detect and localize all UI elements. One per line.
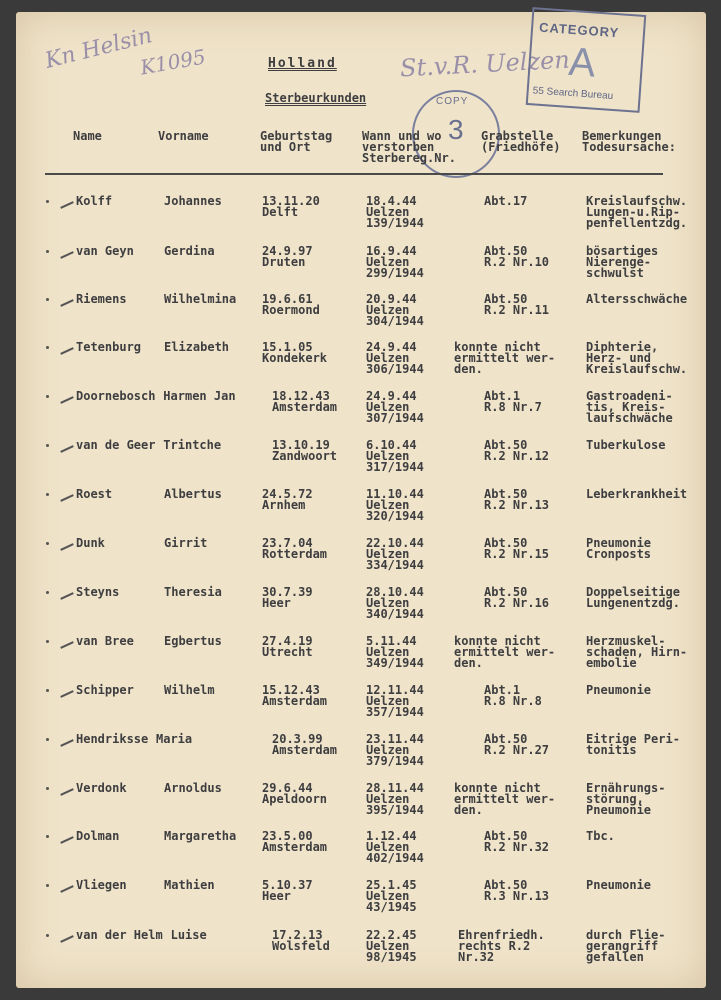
record-cause: Tuberkulose xyxy=(586,438,666,452)
record-birth: 23.7.04 Rotterdam xyxy=(262,536,328,561)
record-name: Dunk xyxy=(76,536,105,550)
record-cause: Gastroadeni- tis, Kreis- laufschwäche xyxy=(586,389,673,425)
tick-mark xyxy=(46,542,49,545)
record-vorname: Theresia xyxy=(164,585,222,599)
record-vorname: Wilhelmina xyxy=(164,292,237,306)
record-vorname: Girrit xyxy=(164,536,208,550)
tick-mark xyxy=(46,884,49,887)
record-vorname: Mathien xyxy=(164,878,215,892)
record-vorname: Maria xyxy=(156,732,193,746)
col-header-bemerk: Bemerkungen Todesursache: xyxy=(582,129,676,154)
record-name: van Geyn xyxy=(76,244,134,258)
record-grave: konnte nicht ermittelt wer- den. xyxy=(454,781,556,817)
record-grave: konnte nicht ermittelt wer- den. xyxy=(454,340,556,376)
record-birth: 23.5.00 Amsterdam xyxy=(262,829,328,854)
record-name: van Bree xyxy=(76,634,134,648)
record-grave: Abt.17 xyxy=(484,194,528,208)
record-vorname: Margaretha xyxy=(164,829,237,843)
pencil-note-center: St.v.R. Uelzen xyxy=(399,45,571,83)
tick-mark xyxy=(46,591,49,594)
record-vorname: Elizabeth xyxy=(164,340,230,354)
record-grave: konnte nicht ermittelt wer- den. xyxy=(454,634,556,670)
record-grave: Abt.50 R.2 Nr.27 xyxy=(484,732,550,757)
tick-mark xyxy=(46,200,49,203)
record-name: Roest xyxy=(76,487,113,501)
record-death: 1.12.44 Uelzen 402/1944 xyxy=(366,829,424,865)
record-death: 22.2.45 Uelzen 98/1945 xyxy=(366,928,417,964)
record-name: Steyns xyxy=(76,585,120,599)
record-death: 12.11.44 Uelzen 357/1944 xyxy=(366,683,424,719)
record-cause: bösartiges Nierenge- schwulst xyxy=(586,244,659,280)
record-death: 5.11.44 Uelzen 349/1944 xyxy=(366,634,424,670)
tick-mark xyxy=(46,346,49,349)
record-birth: 19.6.61 Roermond xyxy=(262,292,320,317)
record-death: 18.4.44 Uelzen 139/1944 xyxy=(366,194,424,230)
record-name: Doornebosch xyxy=(76,389,156,403)
record-vorname: Luise xyxy=(170,928,207,942)
category-stamp-sub: 55 Search Bureau xyxy=(532,85,614,102)
tick-mark xyxy=(46,395,49,398)
tick-mark xyxy=(46,689,49,692)
record-birth: 15.12.43 Amsterdam xyxy=(262,683,328,708)
tick-mark xyxy=(46,738,49,741)
record-birth: 18.12.43 Amsterdam xyxy=(272,389,338,414)
tick-mark xyxy=(46,787,49,790)
tick-mark xyxy=(46,493,49,496)
record-death: 11.10.44 Uelzen 320/1944 xyxy=(366,487,424,523)
record-grave: Abt.1 R.8 Nr.7 xyxy=(484,389,542,414)
record-cause: Eitrige Peri- tonitis xyxy=(586,732,680,757)
record-birth: 30.7.39 Heer xyxy=(262,585,313,610)
record-name: Schipper xyxy=(76,683,134,697)
record-death: 22.10.44 Uelzen 334/1944 xyxy=(366,536,424,572)
record-death: 20.9.44 Uelzen 304/1944 xyxy=(366,292,424,328)
record-grave: Abt.1 R.8 Nr.8 xyxy=(484,683,542,708)
record-vorname: Egbertus xyxy=(164,634,222,648)
record-vorname: Trintche xyxy=(163,438,222,452)
tick-mark xyxy=(46,640,49,643)
record-birth: 13.10.19 Zandwoort xyxy=(272,438,338,463)
category-letter: A xyxy=(567,39,597,86)
record-cause: Herzmuskel- schaden, Hirn- embolie xyxy=(586,634,688,670)
record-name: Tetenburg xyxy=(76,340,142,354)
record-grave: Abt.50 R.2 Nr.16 xyxy=(484,585,550,610)
record-cause: Pneumonie Cronposts xyxy=(586,536,652,561)
record-death: 24.9.44 Uelzen 307/1944 xyxy=(366,389,424,425)
pencil-note-number: K1095 xyxy=(138,44,208,80)
record-birth: 27.4.19 Utrecht xyxy=(262,634,313,659)
record-vorname: Gerdina xyxy=(164,244,215,258)
record-name: Hendriksse xyxy=(76,732,149,746)
record-vorname: Harmen Jan xyxy=(163,389,236,403)
tick-mark xyxy=(46,934,49,937)
record-name: van de Geer xyxy=(76,438,156,452)
tick-mark xyxy=(46,835,49,838)
col-header-geburt: Geburtstag und Ort xyxy=(260,129,333,154)
record-death: 28.10.44 Uelzen 340/1944 xyxy=(366,585,424,621)
col-header-grab: Grabstelle (Friedhöfe) xyxy=(481,129,561,154)
record-cause: Tbc. xyxy=(586,829,615,843)
record-grave: Ehrenfriedh. rechts R.2 Nr.32 xyxy=(458,928,545,964)
record-cause: Leberkrankheit xyxy=(586,487,688,501)
header-rule xyxy=(45,173,663,175)
record-name: Verdonk xyxy=(76,781,127,795)
record-name: van der Helm xyxy=(76,928,163,942)
category-stamp xyxy=(526,7,647,113)
tick-mark xyxy=(46,250,49,253)
record-cause: Pneumonie xyxy=(586,878,652,892)
page-subtitle: Sterbeurkunden xyxy=(265,91,367,105)
record-cause: Pneumonie xyxy=(586,683,652,697)
record-name: Vliegen xyxy=(76,878,127,892)
record-name: Kolff xyxy=(76,194,113,208)
tick-mark xyxy=(46,444,49,447)
record-birth: 29.6.44 Apeldoorn xyxy=(262,781,328,806)
record-grave: Abt.50 R.2 Nr.11 xyxy=(484,292,550,317)
record-birth: 13.11.20 Delft xyxy=(262,194,320,219)
record-grave: Abt.50 R.2 Nr.13 xyxy=(484,487,550,512)
record-death: 25.1.45 Uelzen 43/1945 xyxy=(366,878,417,914)
record-birth: 5.10.37 Heer xyxy=(262,878,313,903)
record-birth: 24.5.72 Arnhem xyxy=(262,487,313,512)
category-stamp-label: CATEGORY xyxy=(538,19,620,41)
pencil-note-left: Kn Helsin xyxy=(42,23,155,74)
record-death: 28.11.44 Uelzen 395/1944 xyxy=(366,781,424,817)
record-cause: Altersschwäche xyxy=(586,292,688,306)
col-header-name: Name xyxy=(73,129,102,143)
record-birth: 20.3.99 Amsterdam xyxy=(272,732,338,757)
record-vorname: Wilhelm xyxy=(164,683,215,697)
record-grave: Abt.50 R.2 Nr.15 xyxy=(484,536,550,561)
record-death: 23.11.44 Uelzen 379/1944 xyxy=(366,732,424,768)
col-header-wann: Wann und wo verstorben Sterbereg.Nr. xyxy=(362,129,456,165)
record-grave: Abt.50 R.2 Nr.10 xyxy=(484,244,550,269)
record-grave: Abt.50 R.3 Nr.13 xyxy=(484,878,550,903)
record-name: Riemens xyxy=(76,292,127,306)
copy-stamp-label: COPY xyxy=(436,96,469,107)
record-name: Dolman xyxy=(76,829,120,843)
record-death: 16.9.44 Uelzen 299/1944 xyxy=(366,244,424,280)
record-birth: 15.1.05 Kondekerk xyxy=(262,340,328,365)
record-death: 24.9.44 Uelzen 306/1944 xyxy=(366,340,424,376)
record-grave: Abt.50 R.2 Nr.32 xyxy=(484,829,550,854)
copy-stamp-number: 3 xyxy=(448,114,464,145)
record-vorname: Johannes xyxy=(164,194,222,208)
record-birth: 24.9.97 Druten xyxy=(262,244,313,269)
record-cause: Kreislaufschw. Lungen-u.Rip- penfellentzdg. xyxy=(586,194,688,230)
record-cause: durch Flie- gerangriff gefallen xyxy=(586,928,666,964)
record-death: 6.10.44 Uelzen 317/1944 xyxy=(366,438,424,474)
record-cause: Doppelseitige Lungenentzdg. xyxy=(586,585,680,610)
record-cause: Ernährungs- störung, Pneumonie xyxy=(586,781,666,817)
record-cause: Diphterie, Herz- und Kreislaufschw. xyxy=(586,340,688,376)
record-grave: Abt.50 R.2 Nr.12 xyxy=(484,438,550,463)
col-header-vorname: Vorname xyxy=(158,129,209,143)
record-vorname: Arnoldus xyxy=(164,781,222,795)
record-vorname: Albertus xyxy=(164,487,222,501)
record-birth: 17.2.13 Wolsfeld xyxy=(272,928,330,953)
page-title: Holland xyxy=(268,56,337,71)
tick-mark xyxy=(46,298,49,301)
